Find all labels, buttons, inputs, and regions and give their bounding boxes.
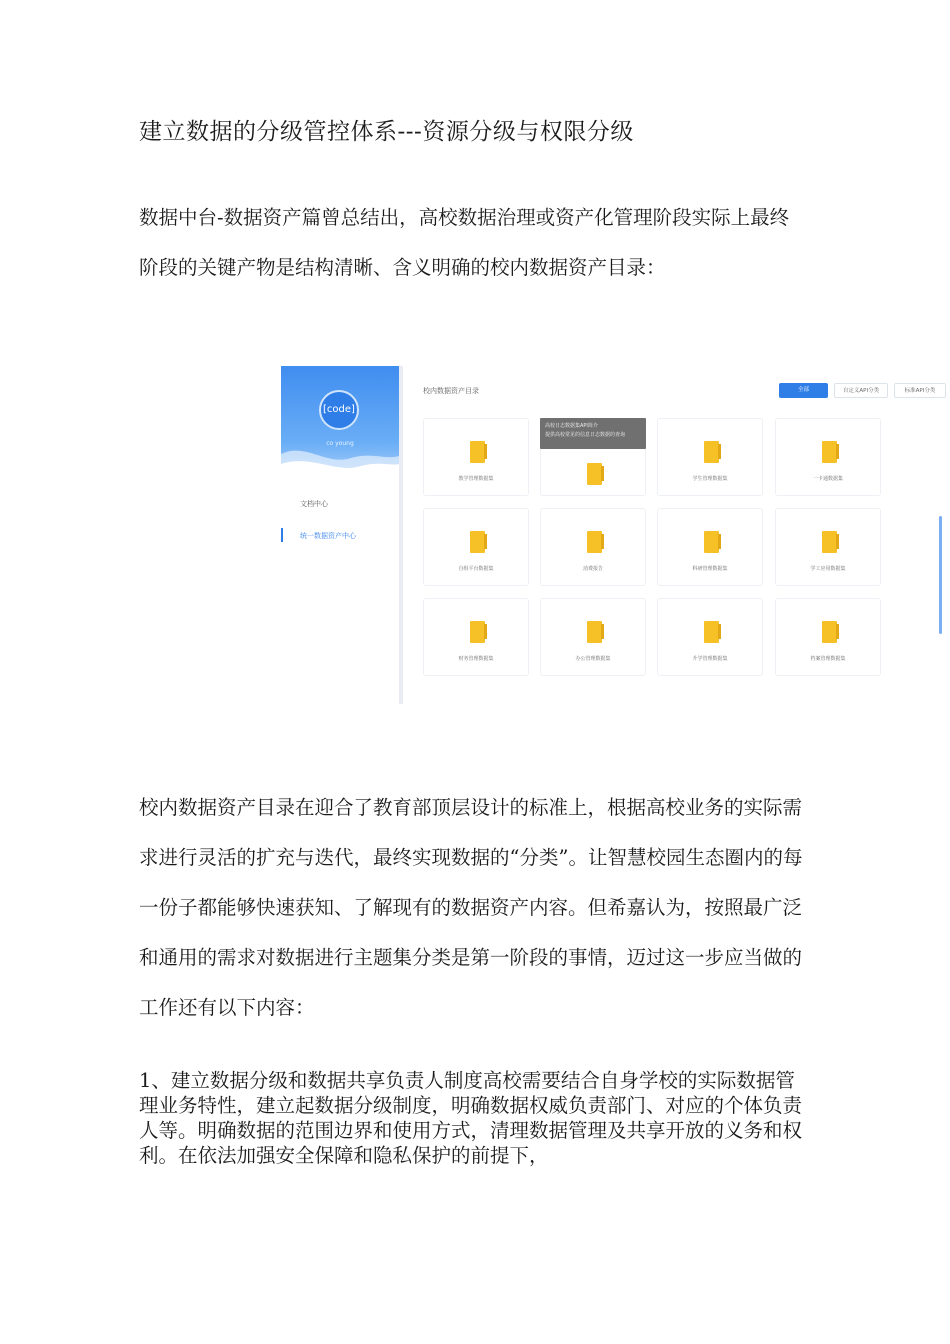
tab-custom-api[interactable]: 自定义API分类 <box>834 383 888 398</box>
dataset-card-label: 财务管理数据集 <box>458 656 494 662</box>
dataset-card-label: 教学管理数据集 <box>458 476 494 482</box>
wave-decoration <box>281 436 399 476</box>
dataset-card[interactable] <box>657 508 763 586</box>
tab-standard-api[interactable]: 标准API分类 <box>894 383 946 398</box>
main-title: 校内数据资产目录 <box>423 387 479 395</box>
folder-icon <box>822 441 837 463</box>
tooltip-line: 提供高校常见的信息日志数据的查询 <box>545 432 626 438</box>
dataset-card[interactable] <box>540 598 646 676</box>
sidebar-hero <box>281 366 399 476</box>
dataset-card-label: 学工应用数据集 <box>810 566 846 572</box>
dataset-card-label: 自组平台数据集 <box>458 566 494 572</box>
dataset-card[interactable] <box>775 418 881 496</box>
item-1-paragraph: 1、建立数据分级和数据共享负责人制度高校需要结合自身学校的实际数据管理业务特性，建立起数据分级制度，明确数据权威负责部门、对应的个体负责人等。明确数据的范围边界和使用方式，清理数据管理及共享开放的义务和权利。在依法加强安全保障和隐私保护的前提下， <box>139 1069 803 1167</box>
sidebar-item-data-asset-center[interactable]: 统一数据资产中心 <box>300 532 356 540</box>
folder-icon <box>470 441 485 463</box>
folder-icon <box>704 531 719 553</box>
sidebar-active-marker <box>281 528 283 542</box>
sidebar <box>281 366 403 704</box>
intro-paragraph: 数据中台-数据资产篇曾总结出，高校数据治理或资产化管理阶段实际上最终阶段的关键产物是结构清晰、含义明确的校内数据资产目录： <box>139 206 790 279</box>
dataset-card-label: 档案管理数据集 <box>810 656 846 662</box>
tooltip <box>540 418 646 449</box>
dataset-card[interactable] <box>657 598 763 676</box>
dataset-card[interactable] <box>775 598 881 676</box>
folder-icon <box>470 531 485 553</box>
embedded-screenshot <box>281 366 946 704</box>
folder-icon <box>704 441 719 463</box>
dataset-card-label: 办公管理数据集 <box>575 656 611 662</box>
folder-icon <box>587 621 602 643</box>
logo-subtext: co young <box>326 440 354 447</box>
dataset-card[interactable] <box>423 598 529 676</box>
dataset-card[interactable] <box>775 508 881 586</box>
dataset-card-label: 升学管理数据集 <box>692 656 728 662</box>
folder-icon <box>587 463 602 485</box>
dataset-card[interactable] <box>657 418 763 496</box>
sidebar-item-docs[interactable]: 文档中心 <box>300 500 328 508</box>
dataset-card[interactable] <box>423 418 529 496</box>
dataset-card-label: 科研管理数据集 <box>692 566 728 572</box>
dataset-card-label: 一卡通数据集 <box>812 476 843 482</box>
folder-icon <box>587 531 602 553</box>
folder-icon <box>822 531 837 553</box>
dataset-card-label: 学生管理数据集 <box>692 476 728 482</box>
folder-icon <box>704 621 719 643</box>
dataset-card[interactable] <box>423 508 529 586</box>
dataset-card-label: 消费报告 <box>582 566 603 572</box>
logo: [code] <box>319 390 359 430</box>
tooltip-line: 高校日志数据集API简介 <box>545 423 598 429</box>
document-title: 建立数据的分级管控体系---资源分级与权限分级 <box>139 119 634 145</box>
catalog-paragraph: 校内数据资产目录在迎合了教育部顶层设计的标准上，根据高校业务的实际需求进行灵活的扩充与迭代，最终实现数据的“分类”。让智慧校园生态圈内的每一份子都能够快速获知、了解现有的数据资产内容。但希嘉认为，按照最广泛和通用的需求对数据进行主题集分类是第一阶段的事情，迈过这一步应当做的工作还有以下内容： <box>139 796 803 1019</box>
dataset-card[interactable] <box>540 508 646 586</box>
tab-all[interactable]: 全部 <box>779 383 828 398</box>
scrollbar[interactable] <box>939 516 942 634</box>
folder-icon <box>470 621 485 643</box>
folder-icon <box>822 621 837 643</box>
